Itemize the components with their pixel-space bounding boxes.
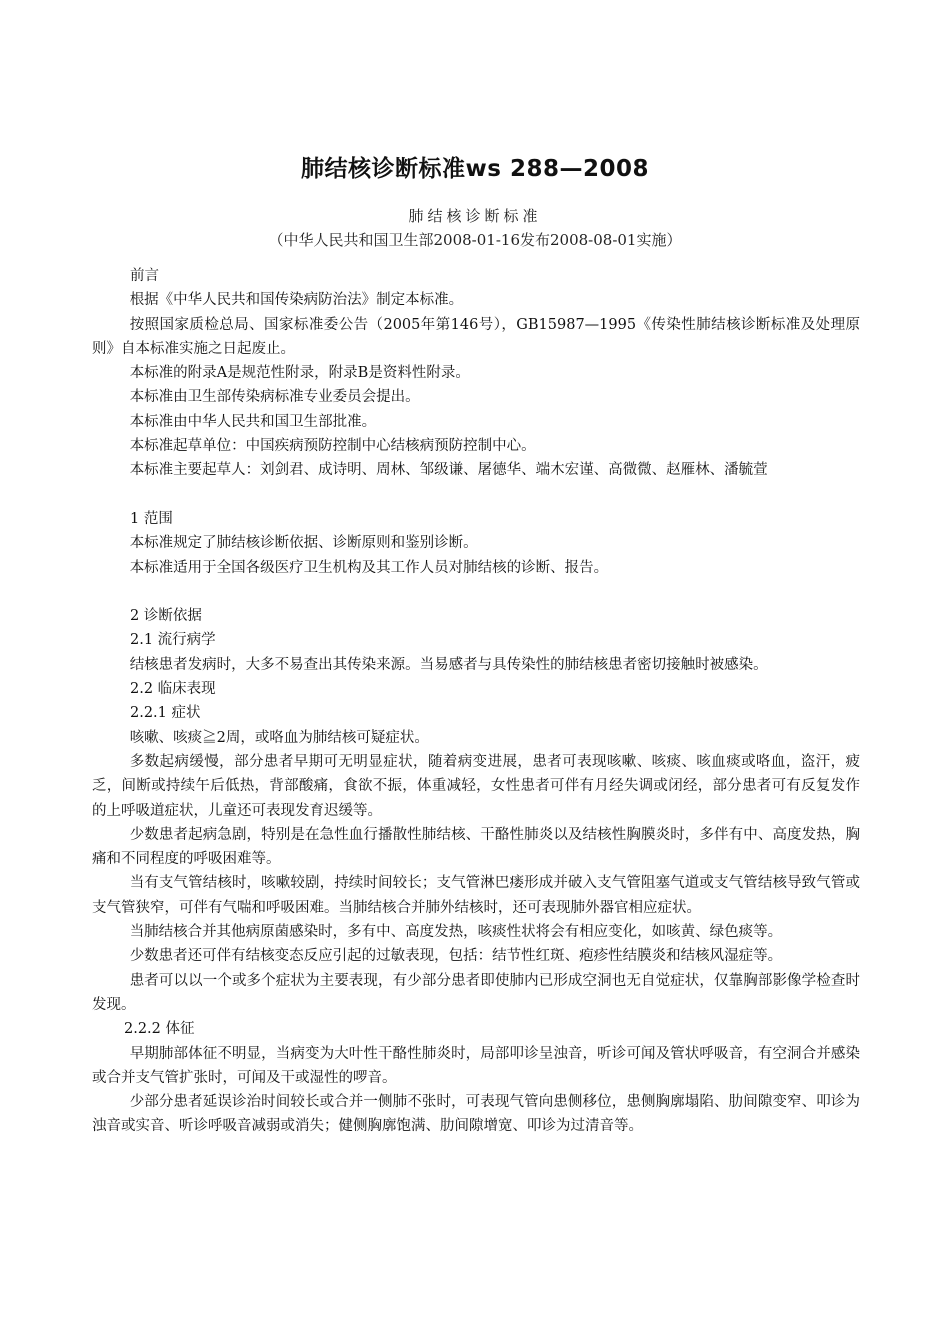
paragraph: 本标准的附录A是规范性附录，附录B是资料性附录。 — [129, 365, 470, 382]
paragraph: 本标准由中华人民共和国卫生部批准。 — [129, 413, 377, 430]
paragraph: 本标准适用于全国各级医疗卫生机构及其工作人员对肺结核的诊断、报告。 — [129, 559, 609, 576]
paragraph: 少数患者起病急剧，特别是在急性血行播散性肺结核、干酪性肺炎以及结核性胸膜炎时，多伴有中、高度发热，胸痛和不同程度的呼吸困难等。 — [92, 826, 860, 868]
paragraph: 本标准主要起草人：刘剑君、成诗明、周林、邹级谦、屠德华、端木宏谨、高微微、赵雁林、潘毓萱 — [129, 462, 768, 479]
issue-note: （中华人民共和国卫生部2008-01-16发布2008-08-01实施） — [268, 231, 682, 249]
paragraph: 本标准由卫生部传染病标准专业委员会提出。 — [129, 389, 420, 406]
section-heading: 2 诊断依据 — [130, 608, 202, 625]
spacer — [92, 580, 860, 604]
paragraph: 多数起病缓慢，部分患者早期可无明显症状，随着病变进展，患者可表现咳嗽、咳痰、咳血痰或咯血，盗汗，疲乏，间断或持续午后低热，背部酸痛，食欲不振，体重减轻，女性患者可伴有月经失调或闭经，部分患者可有反复发作的上呼吸道症状，儿童还可表现发育迟缓等。 — [92, 753, 860, 819]
paragraph: 当肺结核合并其他病原菌感染时，多有中、高度发热，咳痰性状将会有相应变化，如咳黄、绿色痰等。 — [129, 924, 783, 941]
paragraph: 当有支气管结核时，咳嗽较剧，持续时间较长；支气管淋巴瘘形成并破入支气管阻塞气道或支气管结核导致气管或支气管狭窄，可伴有气喘和呼吸困难。当肺结核合并肺外结核时，还可表现肺外器官相应症状。 — [92, 875, 860, 916]
paragraph: 咳嗽、咳痰≧2周，或咯血为肺结核可疑症状。 — [129, 729, 429, 746]
paragraph: 根据《中华人民共和国传染病防治法》制定本标准。 — [129, 292, 464, 309]
paragraph: 患者可以以一个或多个症状为主要表现，有少部分患者即使肺内已形成空洞也无自觉症状，仅靠胸部影像学检查时发现。 — [92, 972, 860, 1013]
paragraph: 本标准规定了肺结核诊断依据、诊断原则和鉴别诊断。 — [129, 535, 478, 552]
subsection-heading: 2.2 临床表现 — [130, 681, 216, 698]
document-title: 肺结核诊断标准ws 288—2008 — [301, 156, 649, 182]
paragraph: 按照国家质检总局、国家标准委公告（2005年第146号），GB15987—1995《传染性肺结核诊断标准及处理原则》自本标准实施之日起废止。 — [92, 316, 860, 357]
paragraph: 少部分患者延误诊治时间较长或合并一侧肺不张时，可表现气管向患侧移位，患侧胸廓塌陷、肋间隙变窄、叩诊为浊音或实音、听诊呼吸音减弱或消失；健侧胸廓饱满、肋间隙增宽、叩诊为过清音等。 — [92, 1094, 860, 1135]
paragraph: 本标准起草单位：中国疾病预防控制中心结核病预防控制中心。 — [129, 438, 536, 455]
document-body — [92, 264, 860, 1139]
document-subtitle: 肺结核诊断标准 — [408, 207, 542, 225]
subsection-heading: 2.2.1 症状 — [130, 705, 201, 722]
subsection-heading: 2.1 流行病学 — [130, 632, 216, 649]
spacer — [92, 483, 860, 507]
section-heading: 1 范围 — [130, 510, 173, 527]
foreword-heading: 前言 — [130, 268, 159, 284]
paragraph: 少数患者还可伴有结核变态反应引起的过敏表现，包括：结节性红斑、疱疹性结膜炎和结核风湿症等。 — [129, 948, 783, 965]
paragraph: 结核患者发病时，大多不易查出其传染来源。当易感者与具传染性的肺结核患者密切接触时被感染。 — [129, 656, 768, 673]
paragraph: 早期肺部体征不明显，当病变为大叶性干酪性肺炎时，局部叩诊呈浊音，听诊可闻及管状呼吸音，有空洞合并感染或合并支气管扩张时，可闻及干或湿性的啰音。 — [92, 1045, 860, 1086]
subsection-heading: 2.2.2 体征 — [124, 1021, 195, 1038]
